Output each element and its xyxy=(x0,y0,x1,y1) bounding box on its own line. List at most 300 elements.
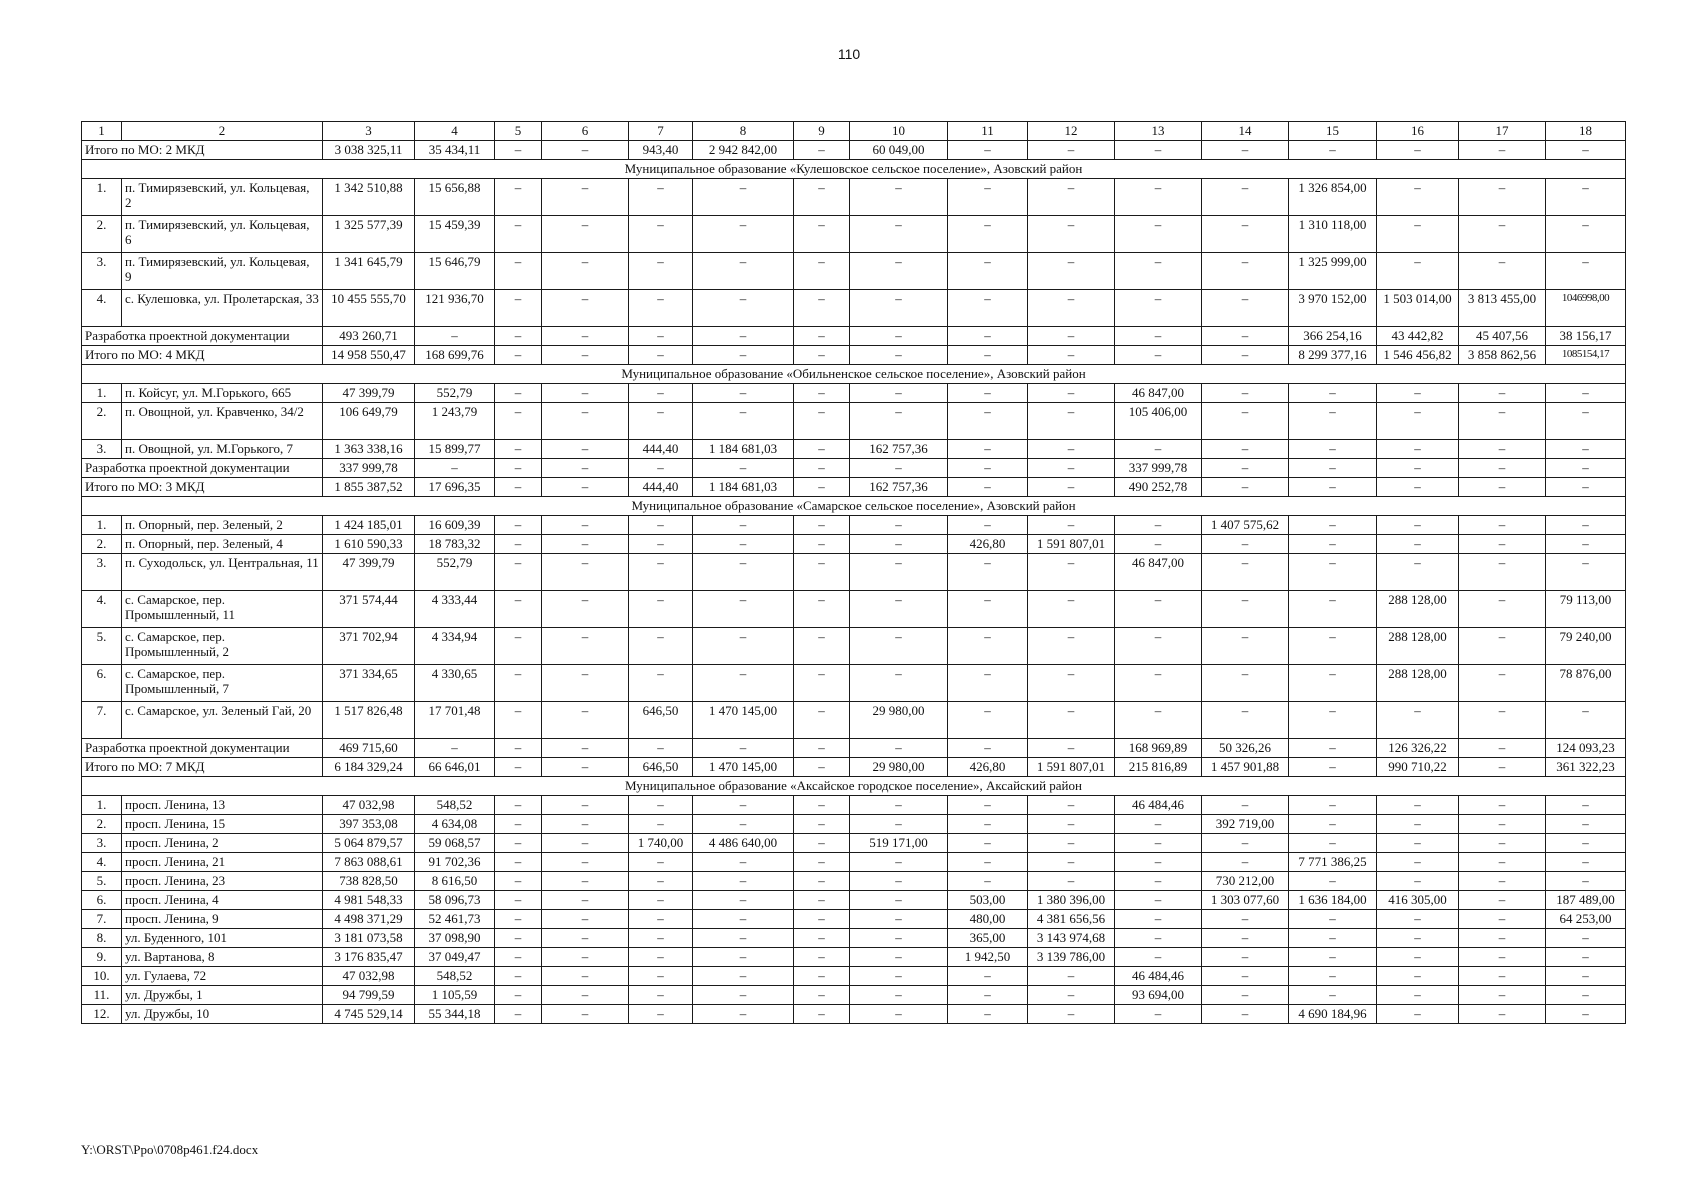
value-cell: – xyxy=(693,929,794,948)
value-cell: – xyxy=(1028,290,1115,327)
value-cell: – xyxy=(1459,910,1546,929)
value-cell: – xyxy=(794,910,850,929)
value-cell: – xyxy=(1115,910,1202,929)
value-cell: – xyxy=(850,967,948,986)
value-cell: – xyxy=(1202,216,1289,253)
value-cell: – xyxy=(495,628,542,665)
row-number: 1. xyxy=(82,179,122,216)
value-cell: – xyxy=(629,739,693,758)
row-number: 3. xyxy=(82,834,122,853)
value-cell: 1 325 577,39 xyxy=(323,216,415,253)
value-cell: – xyxy=(850,384,948,403)
value-cell: 1046998,00 xyxy=(1546,290,1626,327)
value-cell: 38 156,17 xyxy=(1546,327,1626,346)
address-cell: с. Самарское, ул. Зеленый Гай, 20 xyxy=(122,702,323,739)
value-cell: – xyxy=(542,986,629,1005)
value-cell: 15 459,39 xyxy=(415,216,495,253)
value-cell: 37 098,90 xyxy=(415,929,495,948)
value-cell: – xyxy=(794,853,850,872)
value-cell: 17 696,35 xyxy=(415,478,495,497)
value-cell: – xyxy=(1289,910,1377,929)
value-cell: 288 128,00 xyxy=(1377,591,1459,628)
value-cell: – xyxy=(1377,815,1459,834)
value-cell: – xyxy=(850,346,948,365)
value-cell: – xyxy=(1202,834,1289,853)
value-cell: – xyxy=(948,628,1028,665)
value-cell: 490 252,78 xyxy=(1115,478,1202,497)
value-cell: – xyxy=(1377,910,1459,929)
value-cell: – xyxy=(1202,327,1289,346)
column-number-cell: 11 xyxy=(948,122,1028,141)
value-cell: – xyxy=(1028,986,1115,1005)
value-cell: – xyxy=(1028,384,1115,403)
value-cell: – xyxy=(1377,967,1459,986)
value-cell: – xyxy=(693,535,794,554)
value-cell: – xyxy=(693,554,794,591)
value-cell: 4 498 371,29 xyxy=(323,910,415,929)
value-cell: – xyxy=(1377,535,1459,554)
value-cell: – xyxy=(1546,384,1626,403)
row-label: Разработка проектной документации xyxy=(82,739,323,758)
value-cell: – xyxy=(1546,403,1626,440)
value-cell: – xyxy=(1459,554,1546,591)
value-cell: 337 999,78 xyxy=(323,459,415,478)
value-cell: – xyxy=(1115,891,1202,910)
value-cell: – xyxy=(1028,346,1115,365)
row-number: 7. xyxy=(82,702,122,739)
value-cell: – xyxy=(693,815,794,834)
value-cell: – xyxy=(542,346,629,365)
value-cell: 1 503 014,00 xyxy=(1377,290,1459,327)
value-cell: – xyxy=(1028,216,1115,253)
value-cell: – xyxy=(1459,796,1546,815)
value-cell: – xyxy=(948,967,1028,986)
value-cell: – xyxy=(495,591,542,628)
value-cell: 47 399,79 xyxy=(323,384,415,403)
value-cell: – xyxy=(948,179,1028,216)
value-cell: – xyxy=(1202,665,1289,702)
address-cell: п. Тимирязевский, ул. Кольцевая, 6 xyxy=(122,216,323,253)
value-cell: – xyxy=(948,141,1028,160)
value-cell: – xyxy=(1289,796,1377,815)
value-cell: – xyxy=(1459,834,1546,853)
value-cell: – xyxy=(542,290,629,327)
value-cell: – xyxy=(495,216,542,253)
column-number-cell: 18 xyxy=(1546,122,1626,141)
value-cell: 58 096,73 xyxy=(415,891,495,910)
value-cell: – xyxy=(1459,872,1546,891)
value-cell: – xyxy=(542,834,629,853)
value-cell: – xyxy=(1028,665,1115,702)
value-cell: – xyxy=(948,796,1028,815)
value-cell: 730 212,00 xyxy=(1202,872,1289,891)
column-number-cell: 8 xyxy=(693,122,794,141)
value-cell: – xyxy=(495,853,542,872)
value-cell: 8 616,50 xyxy=(415,872,495,891)
value-cell: – xyxy=(1115,327,1202,346)
value-cell: – xyxy=(1289,948,1377,967)
value-cell: – xyxy=(1546,478,1626,497)
value-cell: 503,00 xyxy=(948,891,1028,910)
value-cell: 29 980,00 xyxy=(850,702,948,739)
value-cell: 288 128,00 xyxy=(1377,628,1459,665)
table-row xyxy=(82,815,1626,834)
table-row xyxy=(82,665,1626,702)
value-cell: – xyxy=(1202,535,1289,554)
address-cell: ул. Буденного, 101 xyxy=(122,929,323,948)
value-cell: – xyxy=(850,253,948,290)
value-cell: – xyxy=(850,591,948,628)
value-cell: – xyxy=(542,516,629,535)
value-cell: – xyxy=(1459,665,1546,702)
value-cell: – xyxy=(948,665,1028,702)
value-cell: 105 406,00 xyxy=(1115,403,1202,440)
value-cell: 17 701,48 xyxy=(415,702,495,739)
value-cell: – xyxy=(1289,459,1377,478)
value-cell: 15 899,77 xyxy=(415,440,495,459)
value-cell: – xyxy=(629,1005,693,1024)
address-cell: п. Опорный, пер. Зеленый, 2 xyxy=(122,516,323,535)
table-row xyxy=(82,853,1626,872)
value-cell: 5 064 879,57 xyxy=(323,834,415,853)
value-cell: – xyxy=(629,346,693,365)
value-cell: – xyxy=(542,554,629,591)
section-heading-row xyxy=(82,497,1626,516)
value-cell: – xyxy=(629,628,693,665)
value-cell: 3 143 974,68 xyxy=(1028,929,1115,948)
value-cell: 480,00 xyxy=(948,910,1028,929)
value-cell: 371 334,65 xyxy=(323,665,415,702)
address-cell: п. Овощной, ул. Кравченко, 34/2 xyxy=(122,403,323,440)
row-number: 3. xyxy=(82,554,122,591)
value-cell: – xyxy=(542,758,629,777)
value-cell: – xyxy=(1202,346,1289,365)
value-cell: – xyxy=(794,591,850,628)
value-cell: – xyxy=(693,665,794,702)
row-number: 12. xyxy=(82,1005,122,1024)
value-cell: – xyxy=(1459,440,1546,459)
row-number: 2. xyxy=(82,535,122,554)
value-cell: 78 876,00 xyxy=(1546,665,1626,702)
value-cell: – xyxy=(850,910,948,929)
value-cell: – xyxy=(1377,702,1459,739)
value-cell: – xyxy=(794,815,850,834)
value-cell: – xyxy=(948,403,1028,440)
address-cell: просп. Ленина, 21 xyxy=(122,853,323,872)
value-cell: – xyxy=(794,253,850,290)
value-cell: – xyxy=(1377,948,1459,967)
value-cell: – xyxy=(542,591,629,628)
value-cell: – xyxy=(1546,253,1626,290)
value-cell: – xyxy=(629,872,693,891)
value-cell: 1 636 184,00 xyxy=(1289,891,1377,910)
value-cell: 3 176 835,47 xyxy=(323,948,415,967)
value-cell: – xyxy=(794,872,850,891)
value-cell: 7 771 386,25 xyxy=(1289,853,1377,872)
value-cell: – xyxy=(794,290,850,327)
value-cell: – xyxy=(948,986,1028,1005)
value-cell: – xyxy=(1028,141,1115,160)
value-cell: – xyxy=(629,891,693,910)
value-cell: – xyxy=(1028,628,1115,665)
row-number: 2. xyxy=(82,216,122,253)
table-row xyxy=(82,948,1626,967)
value-cell: – xyxy=(1459,591,1546,628)
value-cell: – xyxy=(1115,929,1202,948)
value-cell: – xyxy=(1289,591,1377,628)
row-number: 1. xyxy=(82,796,122,815)
value-cell: 47 032,98 xyxy=(323,967,415,986)
value-cell: – xyxy=(542,459,629,478)
value-cell: – xyxy=(1377,403,1459,440)
value-cell: – xyxy=(1546,516,1626,535)
value-cell: – xyxy=(794,535,850,554)
value-cell: – xyxy=(948,478,1028,497)
value-cell: – xyxy=(1377,834,1459,853)
value-cell: – xyxy=(1459,929,1546,948)
value-cell: – xyxy=(1377,141,1459,160)
value-cell: – xyxy=(495,910,542,929)
value-cell: – xyxy=(1202,929,1289,948)
value-cell: – xyxy=(495,929,542,948)
value-cell: 55 344,18 xyxy=(415,1005,495,1024)
value-cell: 1 363 338,16 xyxy=(323,440,415,459)
row-number: 1. xyxy=(82,384,122,403)
value-cell: – xyxy=(1289,516,1377,535)
value-cell: – xyxy=(1289,872,1377,891)
value-cell: – xyxy=(1202,910,1289,929)
value-cell: – xyxy=(1289,758,1377,777)
value-cell: 552,79 xyxy=(415,384,495,403)
value-cell: 1085154,17 xyxy=(1546,346,1626,365)
value-cell: – xyxy=(1546,554,1626,591)
value-cell: – xyxy=(1202,628,1289,665)
value-cell: – xyxy=(1289,384,1377,403)
value-cell: – xyxy=(629,948,693,967)
value-cell: – xyxy=(629,253,693,290)
value-cell: – xyxy=(1202,253,1289,290)
value-cell: – xyxy=(1289,702,1377,739)
value-cell: 4 634,08 xyxy=(415,815,495,834)
row-number: 11. xyxy=(82,986,122,1005)
value-cell: 15 646,79 xyxy=(415,253,495,290)
value-cell: – xyxy=(1115,141,1202,160)
value-cell: – xyxy=(1028,967,1115,986)
value-cell: – xyxy=(1459,516,1546,535)
value-cell: – xyxy=(1028,796,1115,815)
value-cell: – xyxy=(1202,796,1289,815)
value-cell: – xyxy=(693,739,794,758)
value-cell: – xyxy=(495,478,542,497)
value-cell: – xyxy=(794,1005,850,1024)
value-cell: 14 958 550,47 xyxy=(323,346,415,365)
value-cell: – xyxy=(794,384,850,403)
value-cell: – xyxy=(1459,384,1546,403)
table-row xyxy=(82,796,1626,815)
value-cell: – xyxy=(542,891,629,910)
row-number: 1. xyxy=(82,516,122,535)
value-cell: 1 517 826,48 xyxy=(323,702,415,739)
value-cell: – xyxy=(948,216,1028,253)
value-cell: – xyxy=(1546,459,1626,478)
row-label: Итого по МО: 2 МКД xyxy=(82,141,323,160)
value-cell: – xyxy=(948,290,1028,327)
value-cell: – xyxy=(794,478,850,497)
value-cell: – xyxy=(693,948,794,967)
value-cell: 943,40 xyxy=(629,141,693,160)
value-cell: 4 381 656,56 xyxy=(1028,910,1115,929)
value-cell: 646,50 xyxy=(629,702,693,739)
section-heading: Муниципальное образование «Обильненское сельское поселение», Азовский район xyxy=(82,365,1626,384)
value-cell: – xyxy=(1028,516,1115,535)
value-cell: – xyxy=(850,872,948,891)
value-cell: 493 260,71 xyxy=(323,327,415,346)
value-cell: 37 049,47 xyxy=(415,948,495,967)
value-cell: – xyxy=(1202,853,1289,872)
value-cell: – xyxy=(850,535,948,554)
section-heading: Муниципальное образование «Самарское сельское поселение», Азовский район xyxy=(82,497,1626,516)
section-heading: Муниципальное образование «Аксайское городское поселение», Аксайский район xyxy=(82,777,1626,796)
value-cell: 79 240,00 xyxy=(1546,628,1626,665)
value-cell: 1 303 077,60 xyxy=(1202,891,1289,910)
value-cell: 1 740,00 xyxy=(629,834,693,853)
value-cell: – xyxy=(1202,554,1289,591)
total-row xyxy=(82,327,1626,346)
value-cell: – xyxy=(495,815,542,834)
value-cell: 371 574,44 xyxy=(323,591,415,628)
row-label: Разработка проектной документации xyxy=(82,459,323,478)
value-cell: 1 546 456,82 xyxy=(1377,346,1459,365)
value-cell: – xyxy=(1202,1005,1289,1024)
address-cell: просп. Ленина, 23 xyxy=(122,872,323,891)
value-cell: – xyxy=(495,967,542,986)
value-cell: – xyxy=(495,948,542,967)
value-cell: – xyxy=(693,179,794,216)
total-row xyxy=(82,739,1626,758)
value-cell: – xyxy=(850,796,948,815)
footer-file-path: Y:\ORST\Ppo\0708p461.f24.docx xyxy=(81,1142,259,1157)
value-cell: 94 799,59 xyxy=(323,986,415,1005)
value-cell: – xyxy=(1115,216,1202,253)
column-number-cell: 5 xyxy=(495,122,542,141)
value-cell: – xyxy=(415,327,495,346)
value-cell: – xyxy=(794,929,850,948)
value-cell: – xyxy=(693,872,794,891)
value-cell: – xyxy=(542,910,629,929)
value-cell: – xyxy=(1546,535,1626,554)
value-cell: – xyxy=(1202,478,1289,497)
address-cell: просп. Ленина, 4 xyxy=(122,891,323,910)
value-cell: – xyxy=(948,591,1028,628)
value-cell: – xyxy=(1377,478,1459,497)
value-cell: – xyxy=(629,554,693,591)
value-cell: – xyxy=(495,891,542,910)
value-cell: – xyxy=(495,872,542,891)
value-cell: 366 254,16 xyxy=(1289,327,1377,346)
value-cell: – xyxy=(495,346,542,365)
value-cell: 2 942 842,00 xyxy=(693,141,794,160)
value-cell: – xyxy=(693,459,794,478)
value-cell: 60 049,00 xyxy=(850,141,948,160)
value-cell: 552,79 xyxy=(415,554,495,591)
value-cell: – xyxy=(542,702,629,739)
value-cell: 1 424 185,01 xyxy=(323,516,415,535)
value-cell: – xyxy=(1546,853,1626,872)
value-cell: – xyxy=(495,834,542,853)
value-cell: – xyxy=(629,459,693,478)
value-cell: 444,40 xyxy=(629,478,693,497)
column-number-cell: 15 xyxy=(1289,122,1377,141)
value-cell: – xyxy=(1028,179,1115,216)
address-cell: ул. Дружбы, 10 xyxy=(122,1005,323,1024)
value-cell: – xyxy=(850,327,948,346)
value-cell: – xyxy=(495,1005,542,1024)
value-cell: – xyxy=(794,702,850,739)
value-cell: – xyxy=(948,1005,1028,1024)
value-cell: – xyxy=(495,290,542,327)
value-cell: – xyxy=(1115,948,1202,967)
column-number-cell: 16 xyxy=(1377,122,1459,141)
value-cell: – xyxy=(1546,815,1626,834)
column-number-cell: 4 xyxy=(415,122,495,141)
value-cell: – xyxy=(850,929,948,948)
value-cell: – xyxy=(1459,478,1546,497)
value-cell: – xyxy=(542,535,629,554)
value-cell: – xyxy=(1546,986,1626,1005)
value-cell: 121 936,70 xyxy=(415,290,495,327)
value-cell: – xyxy=(1115,815,1202,834)
value-cell: – xyxy=(1289,535,1377,554)
value-cell: – xyxy=(1115,1005,1202,1024)
value-cell: – xyxy=(1202,459,1289,478)
column-number-cell: 3 xyxy=(323,122,415,141)
value-cell: – xyxy=(693,891,794,910)
value-cell: – xyxy=(542,327,629,346)
value-cell: 3 139 786,00 xyxy=(1028,948,1115,967)
value-cell: 365,00 xyxy=(948,929,1028,948)
value-cell: – xyxy=(542,739,629,758)
value-cell: – xyxy=(542,872,629,891)
value-cell: – xyxy=(1459,253,1546,290)
section-heading-row xyxy=(82,365,1626,384)
value-cell: 1 325 999,00 xyxy=(1289,253,1377,290)
value-cell: – xyxy=(794,986,850,1005)
value-cell: – xyxy=(794,628,850,665)
value-cell: – xyxy=(629,290,693,327)
value-cell: – xyxy=(1459,815,1546,834)
value-cell: 35 434,11 xyxy=(415,141,495,160)
total-row xyxy=(82,758,1626,777)
table-row xyxy=(82,554,1626,591)
value-cell: – xyxy=(693,853,794,872)
address-cell: п. Суходольск, ул. Центральная, 11 xyxy=(122,554,323,591)
value-cell: – xyxy=(794,834,850,853)
value-cell: – xyxy=(542,179,629,216)
table-row xyxy=(82,179,1626,216)
value-cell: – xyxy=(850,290,948,327)
value-cell: 47 399,79 xyxy=(323,554,415,591)
value-cell: 46 847,00 xyxy=(1115,384,1202,403)
value-cell: – xyxy=(495,758,542,777)
column-number-cell: 9 xyxy=(794,122,850,141)
table-row xyxy=(82,702,1626,739)
value-cell: – xyxy=(542,1005,629,1024)
value-cell: – xyxy=(1459,739,1546,758)
table-row xyxy=(82,516,1626,535)
value-cell: 6 184 329,24 xyxy=(323,758,415,777)
address-cell: п. Тимирязевский, ул. Кольцевая, 2 xyxy=(122,179,323,216)
value-cell: – xyxy=(495,253,542,290)
